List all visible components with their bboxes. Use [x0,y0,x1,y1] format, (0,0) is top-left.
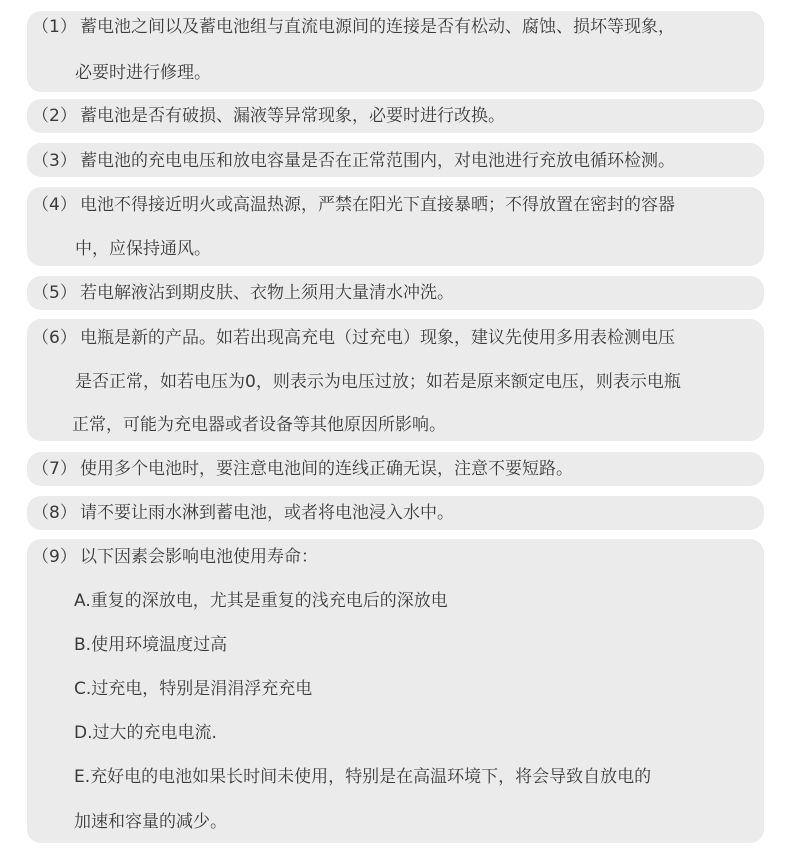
item-text-line: 以下因素会影响电池使用寿命： [80,547,318,567]
list-item-4 [27,187,764,266]
item-number: （2） [32,106,77,126]
item-text-line: 蓄电池之间以及蓄电池组与直流电源间的连接是否有松动、腐蚀、损坏等现象， [80,17,675,37]
item-number: （5） [32,283,77,303]
list-item-8 [27,496,764,530]
list-item-9 [27,539,764,843]
item-text-line: 蓄电池是否有破损、漏液等异常现象，必要时进行改换。 [80,106,505,126]
list-item-2 [27,99,764,133]
item-number: （1） [32,17,77,37]
list-item-3 [27,143,764,177]
list-item-6 [27,319,764,441]
item-text-line: 请不要让雨水淋到蓄电池，或者将电池浸入水中。 [80,503,454,523]
item-text-line: 蓄电池的充电电压和放电容量是否在正常范围内，对电池进行充放电循环检测。 [80,151,675,171]
item-text-line: 正常，可能为充电器或者设备等其他原因所影响。 [72,415,446,435]
item-number: （8） [32,503,77,523]
sub-item-e: E.充好电的电池如果长时间未使用，特别是在高温环境下，将会导致自放电的 [74,767,652,787]
item-text-line: 电池不得接近明火或高温热源，严禁在阳光下直接暴晒；不得放置在密封的容器 [80,195,675,215]
item-text-line: 中，应保持通风。 [75,239,211,259]
sub-item-a: A.重复的深放电，尤其是重复的浅充电后的深放电 [74,591,448,611]
item-number: （6） [32,328,77,348]
item-text-line: 电瓶是新的产品。如若出现高充电（过充电）现象，建议先使用多用表检测电压 [80,328,675,348]
item-text-line: 使用多个电池时，要注意电池间的连线正确无误，注意不要短路。 [80,459,573,479]
sub-item-c: C.过充电，特别是涓涓浮充充电 [74,679,313,699]
list-item-1 [27,11,764,92]
sub-item-b: B.使用环境温度过高 [74,635,228,655]
item-text-line: 必要时进行修理。 [75,63,211,83]
sub-item-d: D.过大的充电电流. [74,723,217,743]
item-number: （7） [32,459,77,479]
item-text-line: 是否正常，如若电压为0，则表示为电压过放；如若是原来额定电压，则表示电瓶 [75,372,681,392]
item-number: （9） [32,547,77,567]
item-text-line: 若电解液沾到期皮肤、衣物上须用大量清水冲洗。 [80,283,454,303]
list-item-7 [27,452,764,486]
item-number: （4） [32,195,77,215]
list-item-5 [27,276,764,310]
item-number: （3） [32,151,77,171]
sub-item-e-continued: 加速和容量的减少。 [74,812,227,832]
